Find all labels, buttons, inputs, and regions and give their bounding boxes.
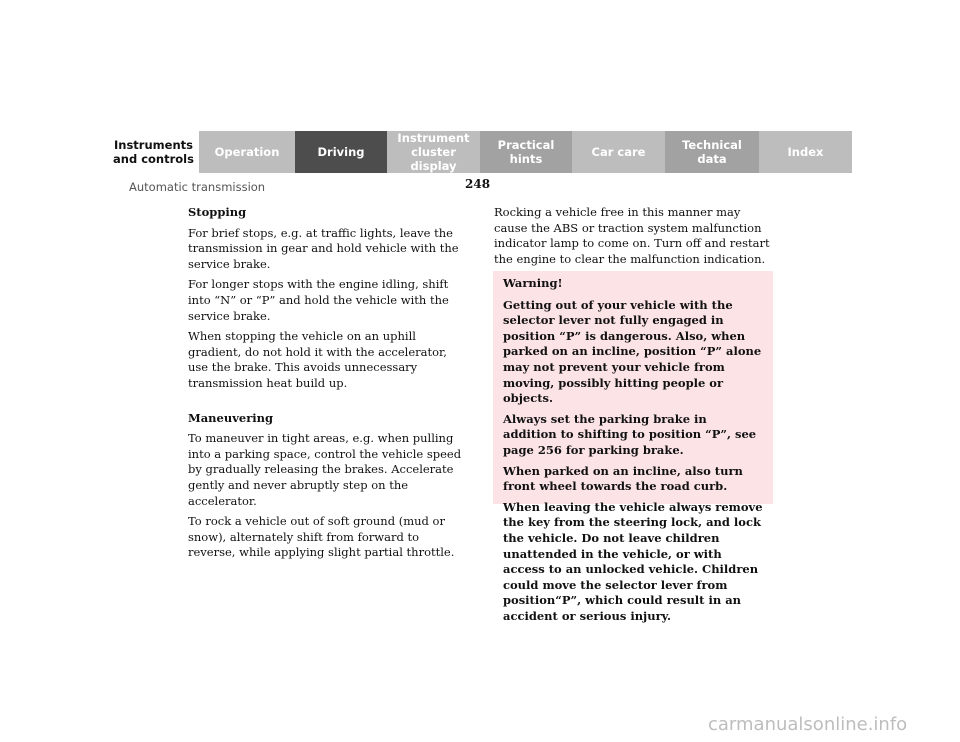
right-column [494,205,774,267]
left-column [188,205,468,566]
warning-paragraph-2: Always set the parking brake in addition to shifting to position “P”, see page 256 for parking brake. [503,411,757,457]
warning-paragraph-1: Getting out of your vehicle with the selector lever not fully engaged in position “P” is dangerous. Also, when parked on an incline, position “P” alone may not prevent your vehicle from moving, possibly hitting people or objects. [503,297,762,406]
tab-technical-data[interactable]: Technical data [665,131,759,173]
tab-index[interactable]: Index [759,131,852,173]
stopping-paragraph-2: For longer stops with the engine idling, shift into “N” or “P” and hold the vehicle with the service brake. [188,277,449,323]
tab-practical-hints[interactable]: Practical hints [480,131,572,173]
page-number: 248 [465,177,491,191]
tab-driving[interactable]: Driving [295,131,387,173]
maneuvering-heading: Maneuvering [188,410,274,425]
rocking-paragraph: Rocking a vehicle free in this manner may cause the ABS or traction system malfunction indicator lamp to come on. Turn off and restart the engine to clear the malfunction indication. [494,205,770,266]
watermark: carmanualsonline.info [708,714,908,735]
tab-instrument-cluster-display[interactable]: Instrument cluster display [387,131,480,173]
stopping-heading: Stopping [188,205,247,219]
stopping-paragraph-3: When stopping the vehicle on an uphill gradient, do not hold it with the accelerator, use the brake. This avoids unnecessary transmission heat build up. [188,329,447,390]
stopping-paragraph-1: For brief stops, e.g. at traffic lights, leave the transmission in gear and hold vehicle with the service brake. [188,225,459,271]
warning-title: Warning! [503,276,563,290]
section-title: Automatic transmission [129,180,266,194]
tab-operation[interactable]: Operation [199,131,295,173]
maneuvering-paragraph-1: To maneuver in tight areas, e.g. when pulling into a parking space, control the vehicle speed by gradually releasing the brakes. Accelerate gently and never abruptly step on the accelerator. [188,431,462,508]
warning-box [493,271,773,623]
tab-instruments-and-controls[interactable]: Instruments and controls [108,131,199,173]
chapter-nav [108,131,852,173]
warning-paragraph-3: When parked on an incline, also turn front wheel towards the road curb. [503,463,743,494]
maneuvering-paragraph-2: To rock a vehicle out of soft ground (mud or snow), alternately shift from forward to reverse, while applying slight partial throttle. [188,514,455,560]
tab-car-care[interactable]: Car care [572,131,665,173]
warning-paragraph-4: When leaving the vehicle always remove the key from the steering lock, and lock the vehicle. Do not leave children unattended in the vehicle, or with access to an unlocked vehicle. Children could move the selector lever from position“P”, which could result in an accident or serious injury. [503,499,763,623]
